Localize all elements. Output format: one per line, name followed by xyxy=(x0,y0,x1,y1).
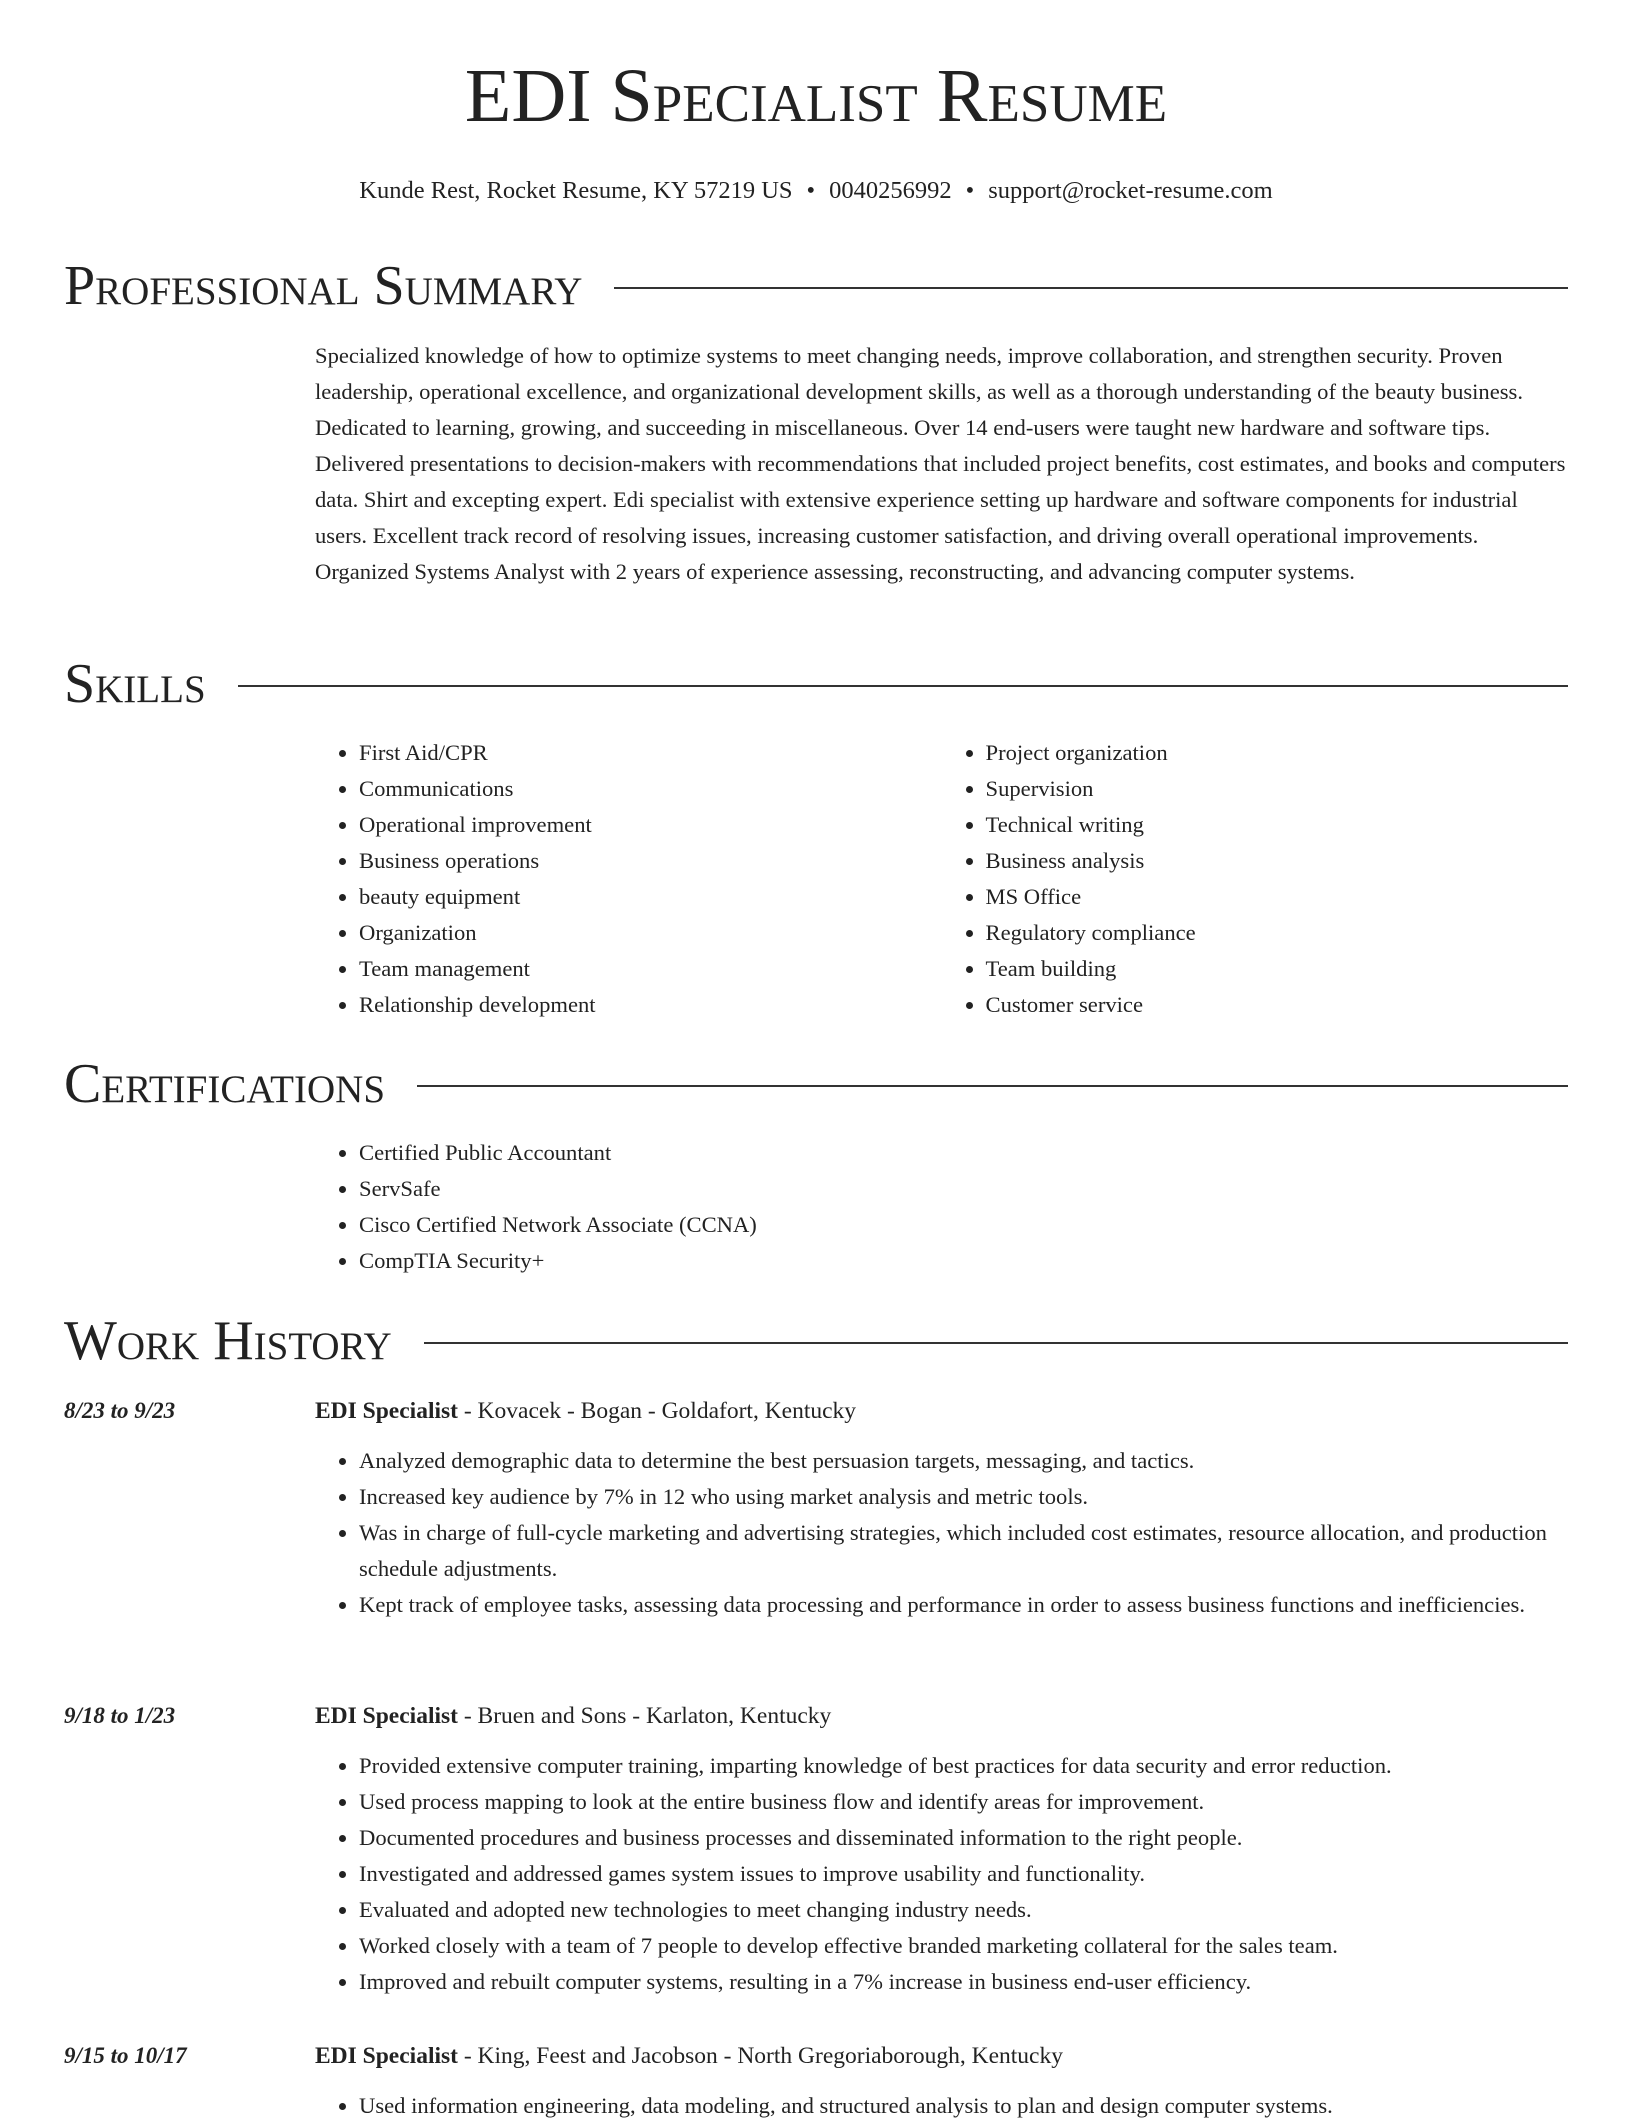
job-bullets xyxy=(315,1748,1568,2000)
list-item: • Evaluated and adopted new technologies to meet changing industry needs. xyxy=(359,1892,1568,1928)
skills-list-right xyxy=(942,735,1569,1023)
job-bullets xyxy=(315,2088,1568,2124)
skills-list-left xyxy=(315,735,942,1023)
job-employer: - Bruen and Sons - Karlaton, Kentucky xyxy=(457,1703,832,1729)
skills-block xyxy=(315,735,1568,1023)
list-item: • Organization xyxy=(359,915,942,951)
list-item: • Customer service xyxy=(986,987,1569,1023)
contact-email: support@rocket-resume.com xyxy=(988,177,1273,204)
job-header xyxy=(315,2038,1063,2074)
job-header xyxy=(315,1393,856,1429)
summary-heading: Professional Summary xyxy=(64,255,583,317)
list-item: • Business operations xyxy=(359,843,942,879)
resume-title: EDI Specialist Resume xyxy=(464,54,1168,138)
list-item: • Increased key audience by 7% in 12 who using market analysis and metric tools. xyxy=(359,1479,1568,1515)
job-dates: 9/18 to 1/23 xyxy=(64,1703,176,1728)
section-divider xyxy=(424,1342,1568,1344)
job-employer: - King, Feest and Jacobson - North Gregoriaborough, Kentucky xyxy=(457,2043,1063,2069)
list-item: • beauty equipment xyxy=(359,879,942,915)
contact-line xyxy=(64,176,1568,205)
summary-text: Specialized knowledge of how to optimize systems to meet changing needs, improve collaboration, and strengthen security. Proven leadership, operational excellence, and organizational development skills, as well as a thorough understanding of the beauty business. Dedicated to learning, growing, and succeeding in miscellaneous. Over 14 end-users were taught new hardware and software tips. Delivered presentations to decision-makers with recommendations that included project benefits, cost estimates, and books and computers data. Shirt and excepting expert. Edi specialist with extensive experience setting up hardware and software components for industrial users. Excellent track record of resolving issues, increasing customer satisfaction, and driving overall operational improvements. Organized Systems Analyst with 2 years of experience assessing, reconstructing, and advancing computer systems. xyxy=(315,343,1566,584)
work-history-section-header xyxy=(64,1310,1568,1372)
section-divider xyxy=(238,685,1568,687)
list-item: • Business analysis xyxy=(986,843,1569,879)
list-item: • Improved and rebuilt computer systems, resulting in a 7% increase in business end-user efficiency. xyxy=(359,1964,1568,2000)
work-history-heading: Work History xyxy=(64,1310,392,1372)
list-item: • Was in charge of full-cycle marketing and advertising strategies, which included cost estimates, resource allocation, and production schedule adjustments. xyxy=(359,1515,1568,1587)
list-item: • Relationship development xyxy=(359,987,942,1023)
list-item: • Kept track of employee tasks, assessing data processing and performance in order to assess business functions and inefficiencies. xyxy=(359,1587,1568,1623)
list-item: • Worked closely with a team of 7 people to develop effective branded marketing collateral for the sales team. xyxy=(359,1928,1568,1964)
list-item: • Team building xyxy=(986,951,1569,987)
certifications-list xyxy=(315,1135,1568,1279)
job-employer: - Kovacek - Bogan - Goldafort, Kentucky xyxy=(457,1398,857,1424)
list-item: • Provided extensive computer training, imparting knowledge of best practices for data security and error reduction. xyxy=(359,1748,1568,1784)
summary-section-header xyxy=(64,255,1568,317)
job-bullets xyxy=(315,1443,1568,1623)
list-item: • Documented procedures and business processes and disseminated information to the right people. xyxy=(359,1820,1568,1856)
job-header xyxy=(315,1698,831,1734)
list-item: • Project organization xyxy=(986,735,1569,771)
job-role: EDI Specialist xyxy=(315,1703,458,1729)
list-item: • Regulatory compliance xyxy=(986,915,1569,951)
list-item: • Operational improvement xyxy=(359,807,942,843)
list-item: • ServSafe xyxy=(359,1171,1568,1207)
certifications-section-header xyxy=(64,1053,1568,1115)
contact-phone: 0040256992 xyxy=(829,177,952,204)
list-item: • Team management xyxy=(359,951,942,987)
contact-address: Kunde Rest, Rocket Resume, KY 57219 US xyxy=(359,177,793,204)
list-item: • Used process mapping to look at the entire business flow and identify areas for improvement. xyxy=(359,1784,1568,1820)
certifications-block xyxy=(315,1135,1568,1279)
list-item: • MS Office xyxy=(986,879,1569,915)
list-item: • First Aid/CPR xyxy=(359,735,942,771)
contact-separator: • xyxy=(806,177,816,204)
job-role: EDI Specialist xyxy=(315,1398,458,1424)
summary-block xyxy=(315,338,1568,590)
list-item: • Communications xyxy=(359,771,942,807)
list-item: • Analyzed demographic data to determine the best persuasion targets, messaging, and tactics. xyxy=(359,1443,1568,1479)
list-item: • CompTIA Security+ xyxy=(359,1243,1568,1279)
skills-heading: Skills xyxy=(64,653,206,715)
list-item: • Cisco Certified Network Associate (CCNA) xyxy=(359,1207,1568,1243)
list-item: • Supervision xyxy=(986,771,1569,807)
job-dates: 8/23 to 9/23 xyxy=(64,1398,176,1423)
list-item: • Investigated and addressed games system issues to improve usability and functionality. xyxy=(359,1856,1568,1892)
section-divider xyxy=(417,1085,1568,1087)
contact-separator: • xyxy=(965,177,975,204)
list-item: • Used information engineering, data modeling, and structured analysis to plan and design computer systems. xyxy=(359,2088,1568,2124)
section-divider xyxy=(614,287,1568,289)
job-dates: 9/15 to 10/17 xyxy=(64,2043,187,2068)
job-role: EDI Specialist xyxy=(315,2043,458,2069)
list-item: • Certified Public Accountant xyxy=(359,1135,1568,1171)
certifications-heading: Certifications xyxy=(64,1053,386,1115)
list-item: • Technical writing xyxy=(986,807,1569,843)
skills-section-header xyxy=(64,653,1568,715)
